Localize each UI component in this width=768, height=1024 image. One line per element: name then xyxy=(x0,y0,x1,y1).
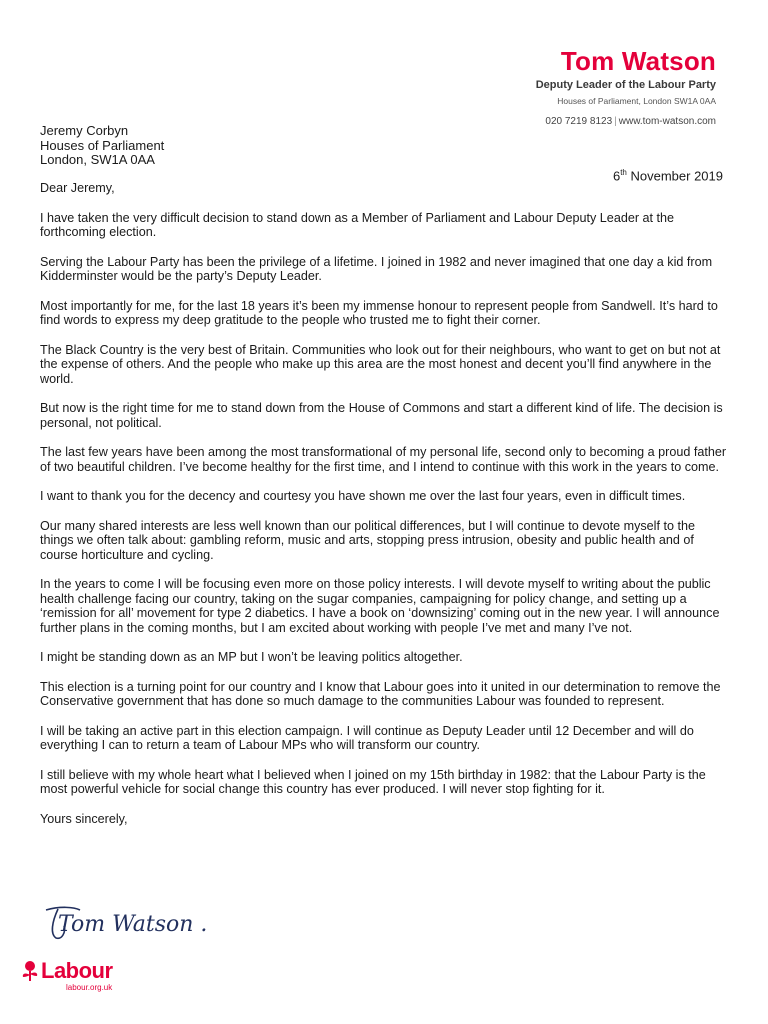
paragraph: The last few years have been among the most transformational of my personal life, second only to becoming a proud father of two beautiful children. I’ve become healthy for the first time, and I intend to continue with this work in the years to come. xyxy=(40,445,727,474)
paragraph: But now is the right time for me to stand down from the House of Commons and start a different kind of life. The decision is personal, not political. xyxy=(40,401,723,430)
paragraph: I will be taking an active part in this election campaign. I will continue as Deputy Leader until 12 December and will do everything I can to return a team of Labour MPs who will transform our country. xyxy=(40,723,694,752)
date-rest: November 2019 xyxy=(626,168,723,184)
logo-url: labour.org.uk xyxy=(66,983,113,992)
letterhead-address: Houses of Parliament, London SW1A 0AA xyxy=(557,96,716,106)
logo-wordmark: Labour xyxy=(41,958,113,983)
signoff: Yours sincerely, xyxy=(40,811,128,826)
letter-body xyxy=(40,181,730,841)
paragraph: I might be standing down as an MP but I won’t be leaving politics altogether. xyxy=(40,650,463,664)
paragraph: I still believe with my whole heart what I believed when I joined on my 15th birthday in 1982: that the Labour Party is the most powerful vehicle for social change this country has ever produced. I will never stop fighting for it. xyxy=(40,767,706,796)
letterhead-role: Deputy Leader of the Labour Party xyxy=(535,79,716,91)
letterhead-name: Tom Watson xyxy=(560,46,716,76)
rose-icon xyxy=(20,960,40,982)
paragraph: This election is a turning point for our country and I know that Labour goes into it united in our determination to remove the Conservative government that has done so much damage to the communities Labour was founded to represent. xyxy=(40,679,721,708)
contact-separator: | xyxy=(614,116,617,127)
signature-text: Tom Watson . xyxy=(58,912,208,937)
recipient-name: Jeremy Corbyn xyxy=(40,123,129,138)
recipient-address xyxy=(40,124,164,168)
paragraph: I have taken the very difficult decision to stand down as a Member of Parliament and Labour Deputy Leader at the forthcoming election. xyxy=(40,210,675,239)
labour-logo xyxy=(20,960,113,992)
letterhead-phone: 020 7219 8123 xyxy=(545,116,613,127)
recipient-line-1: Houses of Parliament xyxy=(40,137,165,153)
letterhead-contact xyxy=(536,116,716,127)
date-suffix: th xyxy=(620,168,627,177)
letterhead xyxy=(536,46,716,127)
signature xyxy=(40,904,240,952)
paragraph: Most importantly for me, for the last 18 years it’s been my immense honour to represent people from Sandwell. It’s hard to find words to express my deep gratitude to the people who trusted me to fight their corner. xyxy=(40,298,718,327)
date-day: 6 xyxy=(612,168,621,184)
paragraph: I want to thank you for the decency and courtesy you have shown me over the last four years, even in difficult times. xyxy=(40,489,686,503)
paragraph: In the years to come I will be focusing even more on those policy interests. I will devote myself to writing about the public health challenge facing our country, taking on the sugar companies, campaigning for policy change, and setting up a ‘remission for all’ movement for type 2 diabetics. I have a book on ‘downsizing’ coming out in the new year. I will announce further plans in the coming months, but I am excited about working with people I’ve met and many I’ve not. xyxy=(40,577,720,635)
paragraph: Our many shared interests are less well known than our political differences, but I will continue to devote myself to the things we often talk about: gambling reform, music and arts, stopping press intrusion, obesity and public health and of course horticulture and cycling. xyxy=(40,518,695,562)
paragraph: The Black Country is the very best of Britain. Communities who look out for their neighbours, who want to get on but not at the expense of others. And the people who make up this area are the most honest and decent you’ll find anywhere in the world. xyxy=(40,342,721,386)
recipient-line-2: London, SW1A 0AA xyxy=(40,152,155,167)
letterhead-website: www.tom-watson.com xyxy=(618,116,716,127)
salutation: Dear Jeremy, xyxy=(40,181,115,195)
paragraph: Serving the Labour Party has been the privilege of a lifetime. I joined in 1982 and never imagined that one day a kid from Kidderminster would be the party’s Deputy Leader. xyxy=(40,254,713,283)
